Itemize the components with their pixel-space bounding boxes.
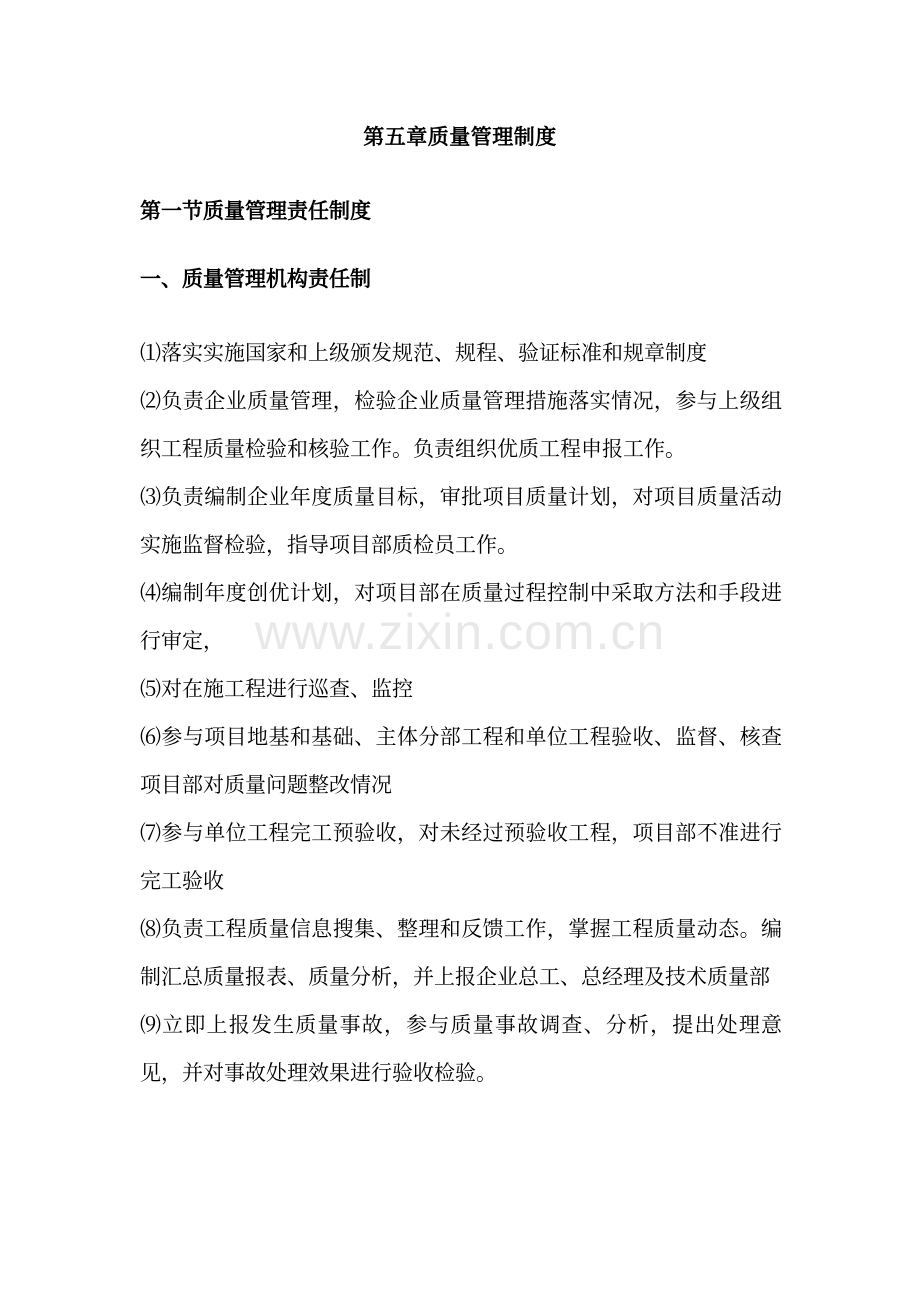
section-title: 第一节质量管理责任制度 <box>140 199 371 223</box>
paragraph-item-8: ⑻负责工程质量信息搜集、整理和反馈工作，掌握工程质量动态。编制汇总质量报表、质量分析，并上报企业总工、总经理及技术质量部 <box>140 917 782 989</box>
watermark: www.zixin.com.cn <box>254 604 666 660</box>
subsection-title: 一、质量管理机构责任制 <box>140 267 371 291</box>
paragraph-item-6: ⑹参与项目地基和基础、主体分部工程和单位工程验收、监督、核查项目部对质量问题整改情况 <box>140 725 782 797</box>
paragraph-item-4: ⑷编制年度创优计划，对项目部在质量过程控制中采取方法和手段进行审定， <box>140 581 782 653</box>
document-body <box>140 329 782 1097</box>
paragraph-item-2: ⑵负责企业质量管理，检验企业质量管理措施落实情况，参与上级组织工程质量检验和核验工作。负责组织优质工程申报工作。 <box>140 389 782 461</box>
chapter-title: 第五章质量管理制度 <box>363 125 557 149</box>
paragraph-item-1: ⑴落实实施国家和上级颁发规范、规程、验证标准和规章制度 <box>140 341 707 365</box>
paragraph-item-9: ⑼立即上报发生质量事故，参与质量事故调查、分析，提出处理意见，并对事故处理效果进行验收检验。 <box>140 1013 782 1085</box>
paragraph-item-5: ⑸对在施工程进行巡查、监控 <box>140 677 413 701</box>
paragraph-item-3: ⑶负责编制企业年度质量目标，审批项目质量计划，对项目质量活动实施监督检验，指导项目部质检员工作。 <box>140 485 782 557</box>
paragraph-item-7: ⑺参与单位工程完工预验收，对未经过预验收工程，项目部不准进行完工验收 <box>140 821 782 893</box>
